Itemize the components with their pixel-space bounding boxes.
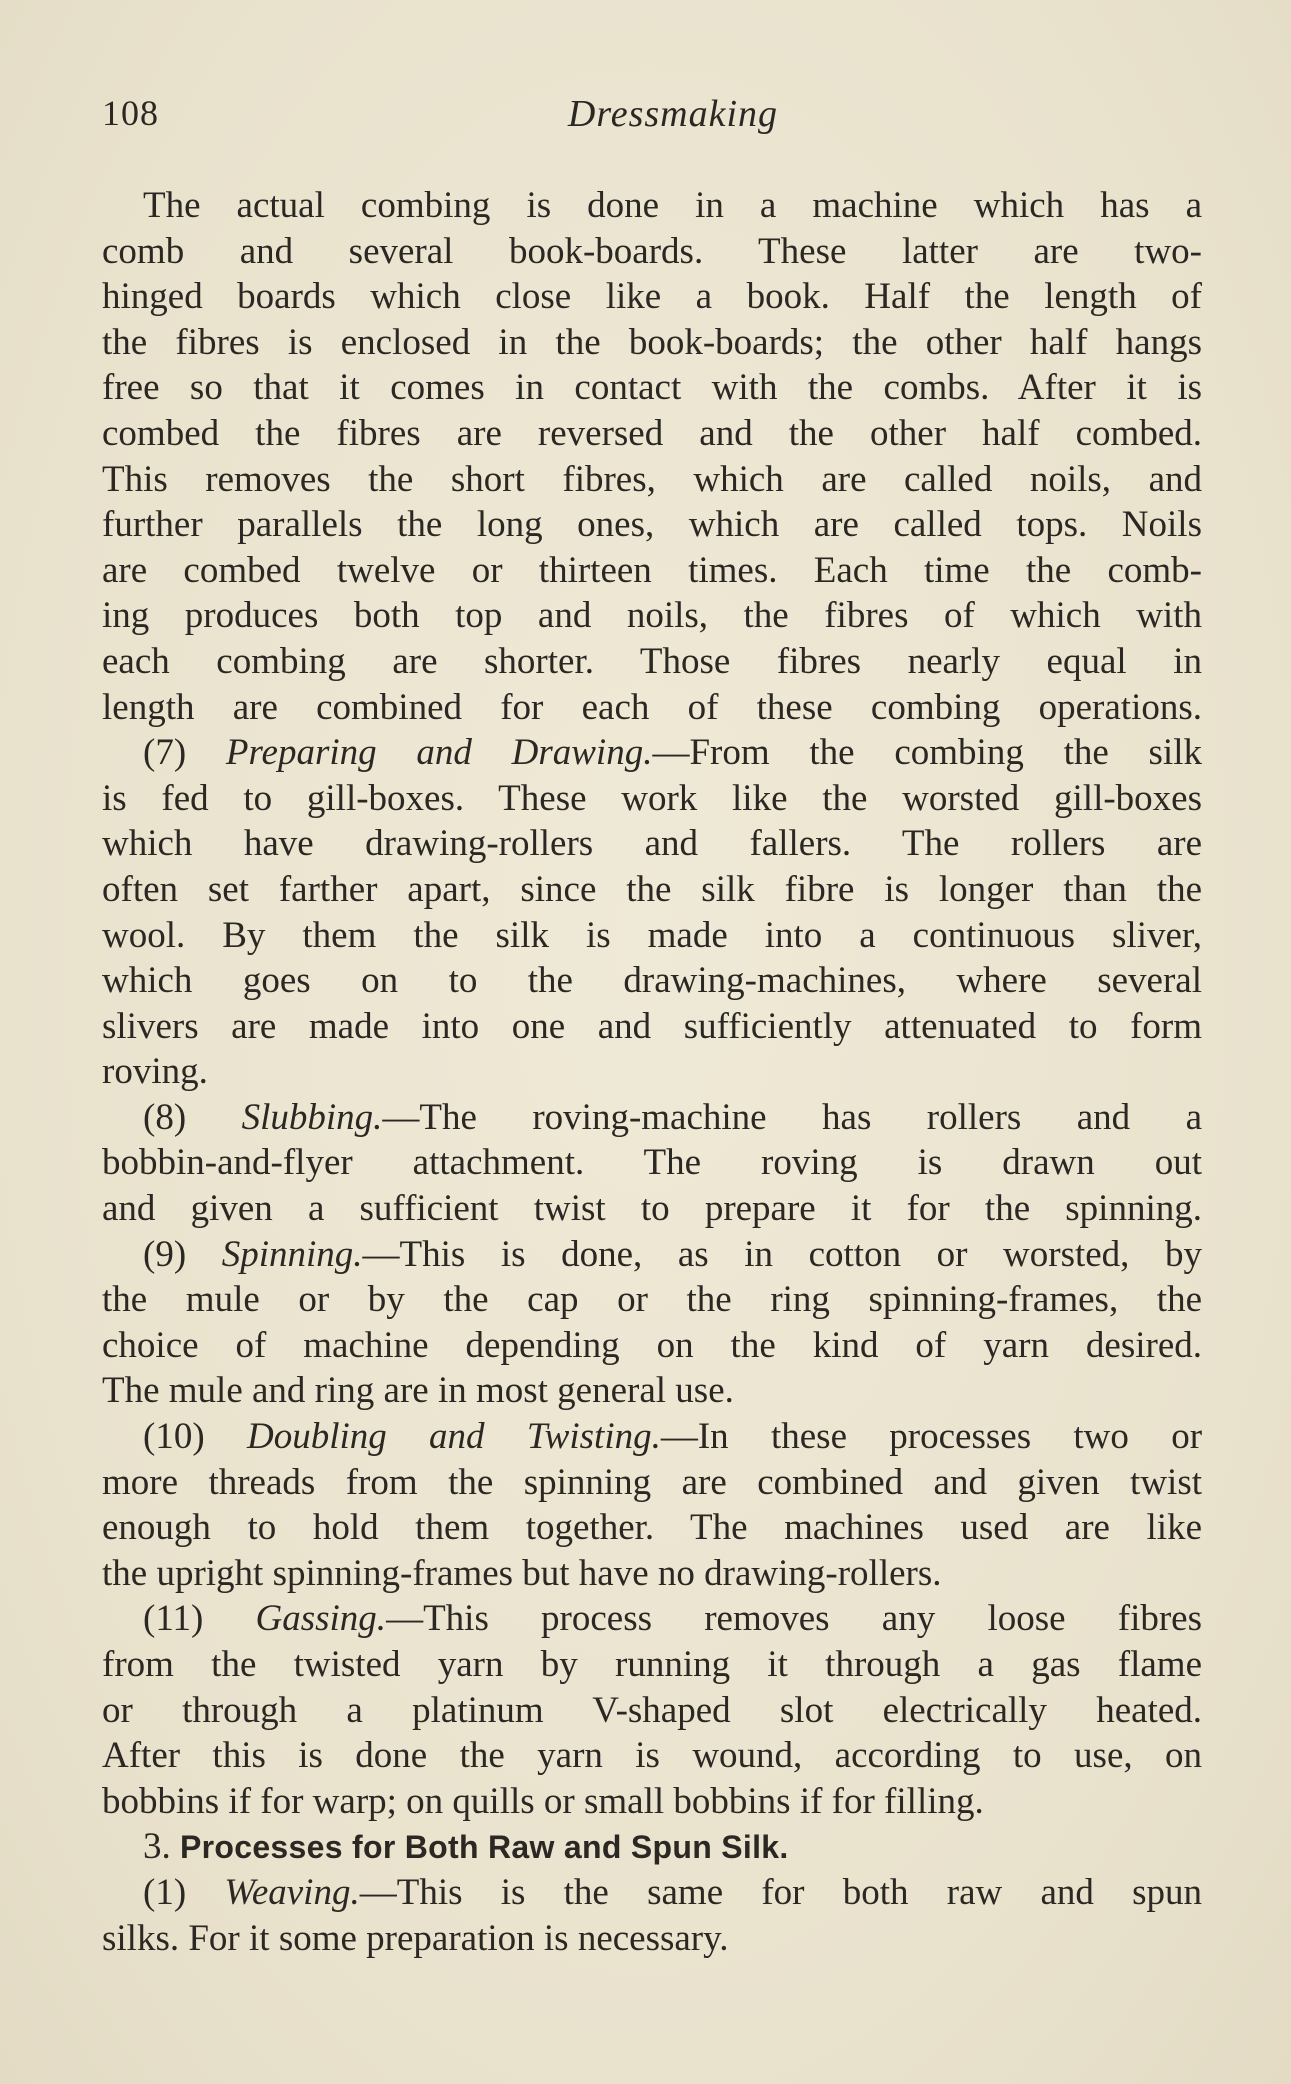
page-number: 108	[102, 93, 159, 133]
paragraph-number: (1)	[143, 1871, 187, 1913]
text-line: further parallels the long ones, which are called tops. Noils	[102, 504, 1202, 546]
text-line: The actual combing is done in a machine which has a	[143, 185, 1202, 226]
text-line: or through a platinum V-shaped slot electrically heated.	[102, 1689, 1202, 1731]
running-title	[102, 92, 1202, 136]
paragraph-9-first-line	[102, 1232, 1202, 1278]
text-line: combed the fibres are reversed and the other half combed.	[102, 412, 1202, 454]
text-line: hinged boards which close like a book. Half the length of	[102, 276, 1202, 318]
text-line: bobbins if for warp; on quills or small bobbins if for filling.	[102, 1780, 984, 1822]
section-number: 3.	[143, 1826, 171, 1868]
text-line: from the twisted yarn by running it through a gas flame	[102, 1644, 1202, 1685]
text-line: the upright spinning-frames but have no drawing-rollers.	[102, 1552, 942, 1594]
text-line: This removes the short fibres, which are called noils, and	[102, 458, 1202, 500]
section-3-heading	[102, 1824, 1202, 1870]
paragraph-text: —The roving-machine has rollers and a	[382, 1096, 1203, 1138]
paragraph-text: —This process removes any loose fibres	[386, 1598, 1202, 1640]
paragraph-11-first-line	[102, 1596, 1202, 1642]
text-line: each combing are shorter. Those fibres nearly equal in	[102, 640, 1202, 682]
text-line: which goes on to the drawing-machines, where several	[102, 960, 1202, 1002]
section-heading: Processes for Both Raw and Spun Silk.	[180, 1829, 789, 1866]
text-line: and given a sufficient twist to prepare it for the spinning.	[102, 1188, 1202, 1230]
paragraph-10-first-line	[102, 1414, 1202, 1460]
paragraph-text: —This is done, as in cotton or worsted, by	[362, 1233, 1203, 1275]
text-line: length are combined for each of these combing operations.	[102, 686, 1202, 728]
paragraph-text: —From the combing the silk	[652, 732, 1202, 774]
paragraph-text: —In these processes two or	[660, 1416, 1203, 1458]
paragraph-number: (11)	[143, 1598, 204, 1640]
text-line: After this is done the yarn is wound, according to use, on	[102, 1735, 1202, 1777]
text-line: ing produces both top and noils, the fibres of which with	[102, 595, 1202, 637]
paragraph-title: Gassing.	[255, 1598, 387, 1640]
text-line: bobbin-and-flyer attachment. The roving is drawn out	[102, 1142, 1202, 1184]
text-line: the mule or by the cap or the ring spinning-frames, the	[102, 1279, 1202, 1321]
text-line: free so that it comes in contact with the combs. After it is	[102, 367, 1202, 409]
paragraph-number: (7)	[143, 732, 187, 774]
text-line: more threads from the spinning are combined and given twist	[102, 1461, 1202, 1503]
body-text	[102, 183, 1202, 1961]
paragraph-title: Doubling and Twisting.	[246, 1416, 661, 1458]
paragraph-title: Spinning.	[221, 1233, 363, 1275]
text-line: roving.	[102, 1051, 208, 1093]
text-line: wool. By them the silk is made into a continuous sliver,	[102, 914, 1202, 956]
paragraph-number: (8)	[143, 1096, 187, 1138]
running-title-text: Dressmaking	[567, 93, 779, 135]
paragraph-number: (10)	[143, 1416, 205, 1458]
paragraph-1-first-line	[102, 1870, 1202, 1916]
paragraph-title: Preparing and Drawing.	[225, 732, 653, 774]
page-header	[102, 92, 1202, 142]
paragraph-text: —This is the same for both raw and spun	[359, 1871, 1202, 1913]
text-line: which have drawing-rollers and fallers. The rollers are	[102, 823, 1202, 865]
text-line: slivers are made into one and sufficiently attenuated to form	[102, 1005, 1202, 1047]
paragraph-8-first-line	[102, 1095, 1202, 1141]
text-line: are combed twelve or thirteen times. Each time the comb-	[102, 549, 1202, 591]
text-line: is fed to gill-boxes. These work like the worsted gill-boxes	[102, 777, 1202, 819]
text-line: often set farther apart, since the silk fibre is longer than the	[102, 868, 1202, 910]
paragraph-7-first-line	[102, 730, 1202, 776]
paragraph-title: Weaving.	[224, 1871, 360, 1913]
text-line: silks. For it some preparation is necessary.	[102, 1917, 729, 1959]
text-line: comb and several book-boards. These latter are two-	[102, 230, 1202, 272]
paragraph-title: Slubbing.	[241, 1096, 383, 1138]
paragraph-number: (9)	[143, 1233, 187, 1275]
text-line: The mule and ring are in most general use.	[102, 1370, 734, 1412]
text-line: the fibres is enclosed in the book-boards; the other half hangs	[102, 321, 1202, 363]
text-line: choice of machine depending on the kind of yarn desired.	[102, 1324, 1202, 1366]
text-line: enough to hold them together. The machines used are like	[102, 1507, 1202, 1549]
